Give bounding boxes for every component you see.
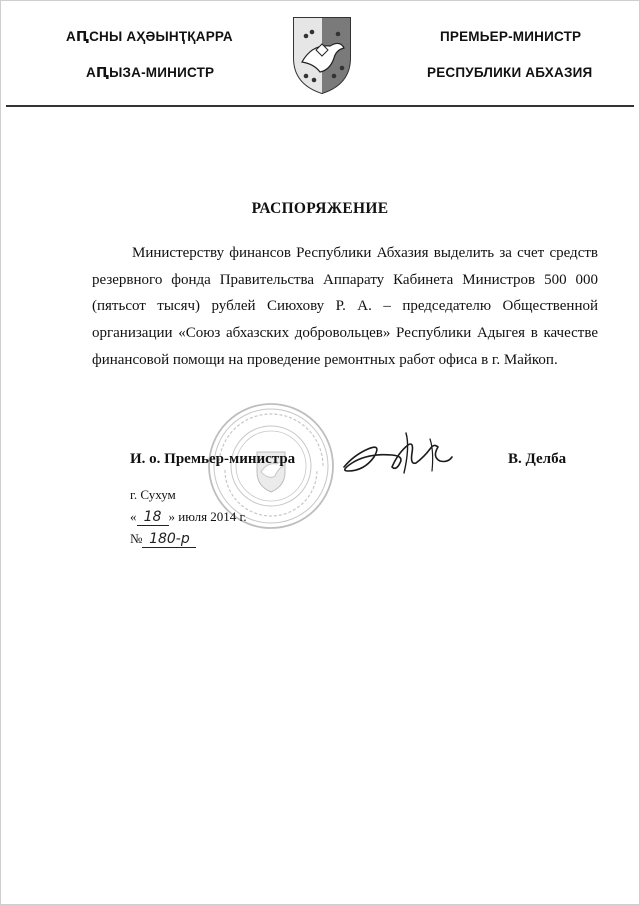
date-open-quote: « [130,509,137,524]
header-divider [6,105,634,107]
document-body [92,240,598,374]
number-handwritten: 180-р [142,531,196,548]
body-paragraph: Министерству финансов Республики Абхазия выделить за счет средств резервного фонда Правительства Аппарату Кабинета Министров 500 000 (пятьсот тысяч) рублей Сиюхову Р. А. – председателю Общественной организации «Союз абхазских добровольцев» Республики Адыгея в качестве финансовой помощи на проведение ремонтных работ офиса в г. Майкоп. [92,245,598,368]
header-left-line1: АԤСНЫ АҲӘЫНҬҚАРРА [66,29,233,44]
header-right-line1: ПРЕМЬЕР-МИНИСТР [440,29,582,44]
signer-position: И. о. Премьер-министра [130,451,296,467]
header-right-line2: РЕСПУБЛИКИ АБХАЗИЯ [427,65,593,80]
issue-city: г. Сухум [130,487,176,502]
document-number [130,531,196,548]
header-left-line2: АԤЫЗА-МИНИСТР [86,65,215,80]
document-title: РАСПОРЯЖЕНИЕ [251,200,389,217]
date-day-handwritten: 18 [137,509,169,526]
coat-of-arms-icon [290,14,354,96]
handwritten-signature-icon [334,427,464,482]
number-sign: № [130,531,143,546]
signer-name: В. Делба [508,451,567,467]
issue-date [130,509,247,526]
date-month-year: » июля 2014 г. [168,509,247,524]
